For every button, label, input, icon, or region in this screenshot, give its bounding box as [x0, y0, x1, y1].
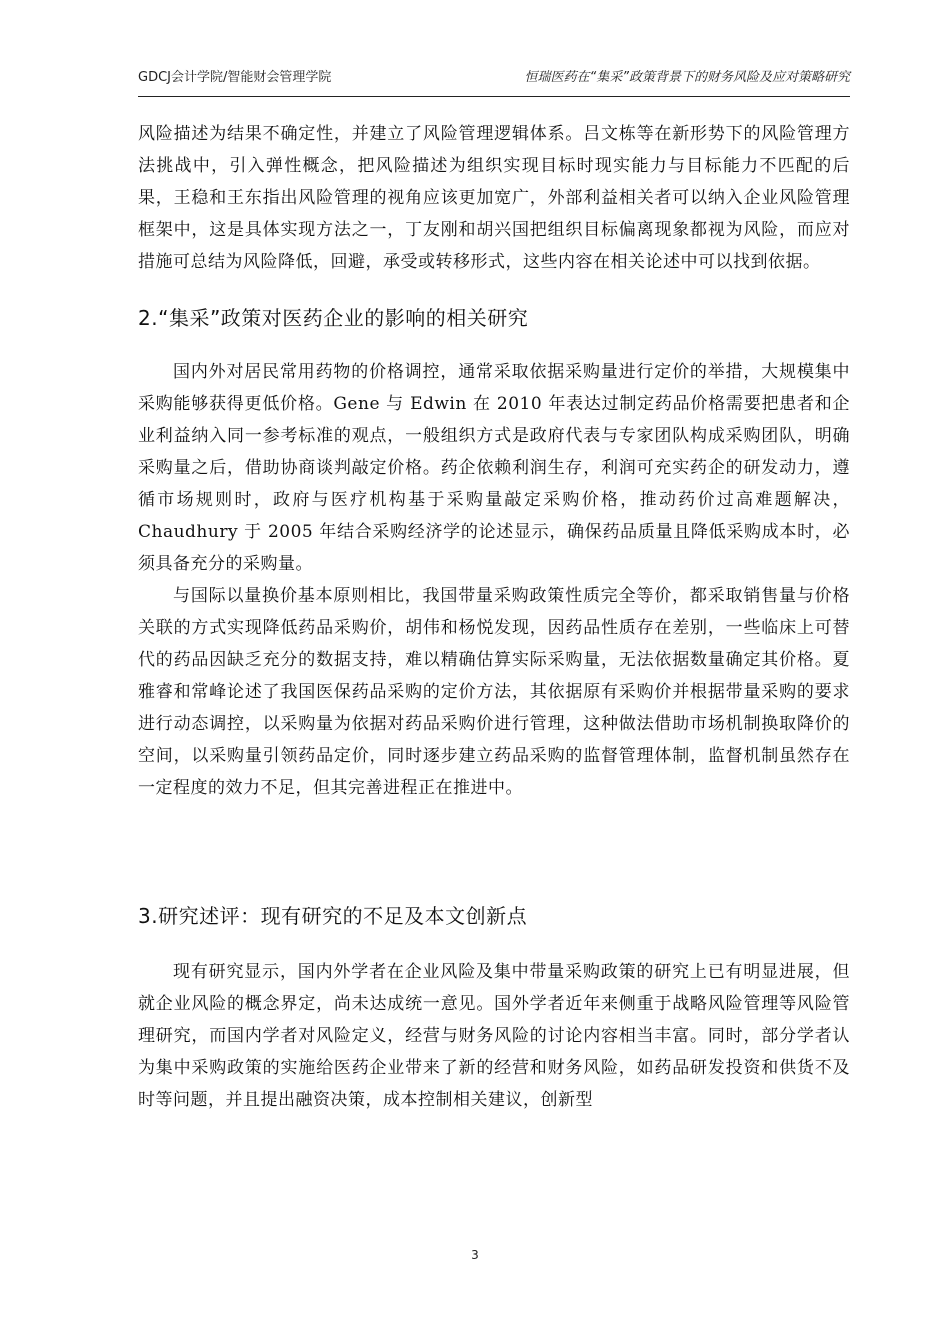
intro-paragraph: 风险描述为结果不确定性，并建立了风险管理逻辑体系。吕文栋等在新形势下的风险管理方法挑战中，引入弹性概念，把风险描述为组织实现目标时现实能力与目标能力不匹配的后果，王稳和王东指出风险管理的视角应该更加宽广，外部利益相关者可以纳入企业风险管理框架中，这是具体实现方法之一，丁友刚和胡兴国把组织目标偏离现象都视为风险，而应对措施可总结为风险降低，回避，承受或转移形式，这些内容在相关论述中可以找到依据。	[138, 124, 850, 272]
section-3-heading: 3.研究述评：现有研究的不足及本文创新点	[138, 904, 528, 928]
section-2-paragraph-2: 与国际以量换价基本原则相比，我国带量采购政策性质完全等价，都采取销售量与价格关联的方式实现降低药品采购价，胡伟和杨悦发现，因药品性质存在差别，一些临床上可替代的药品因缺乏充分的数据支持，难以精确估算实际采购量，无法依据数量确定其价格。夏雅睿和常峰论述了我国医保药品采购的定价方法，其依据原有采购价并根据带量采购的要求进行动态调控，以采购量为依据对药品采购价进行管理，这种做法借助市场机制换取降价的空间，以采购量引领药品定价，同时逐步建立药品采购的监督管理体制，监督机制虽然存在一定程度的效力不足，但其完善进程正在推进中。	[138, 586, 850, 798]
running-header	[138, 66, 850, 97]
header-institution: GDCJ会计学院/智能财会管理学院	[138, 70, 332, 85]
page-content	[138, 118, 850, 1116]
section-3-paragraph-1: 现有研究显示，国内外学者在企业风险及集中带量采购政策的研究上已有明显进展，但就企业风险的概念界定，尚未达成统一意见。国外学者近年来侧重于战略风险管理等风险管理研究，而国内学者对风险定义，经营与财务风险的讨论内容相当丰富。同时，部分学者认为集中采购政策的实施给医药企业带来了新的经营和财务风险，如药品研发投资和供货不及时等问题，并且提出融资决策，成本控制相关建议，创新型	[138, 962, 850, 1110]
section-2-heading: 2.“集采”政策对医药企业的影响的相关研究	[138, 306, 529, 330]
page-number: 3	[471, 1248, 479, 1262]
section-2-paragraph-1: 国内外对居民常用药物的价格调控，通常采取依据采购量进行定价的举措，大规模集中采购能够获得更低价格。Gene 与 Edwin 在 2010 年表达过制定药品价格需要把患者和企业利益纳入同一参考标准的观点，一般组织方式是政府代表与专家团队构成采购团队，明确采购量之后，借助协商谈判敲定价格。药企依赖利润生存，利润可充实药企的研发动力，遵循市场规则时，政府与医疗机构基于采购量敲定采购价格，推动药价过高难题解决，Chaudhury 于 2005 年结合采购经济学的论述显示，确保药品质量且降低采购成本时，必须具备充分的采购量。	[138, 362, 850, 574]
header-paper-title: 恒瑞医药在“集采”政策背景下的财务风险及应对策略研究	[524, 70, 850, 85]
